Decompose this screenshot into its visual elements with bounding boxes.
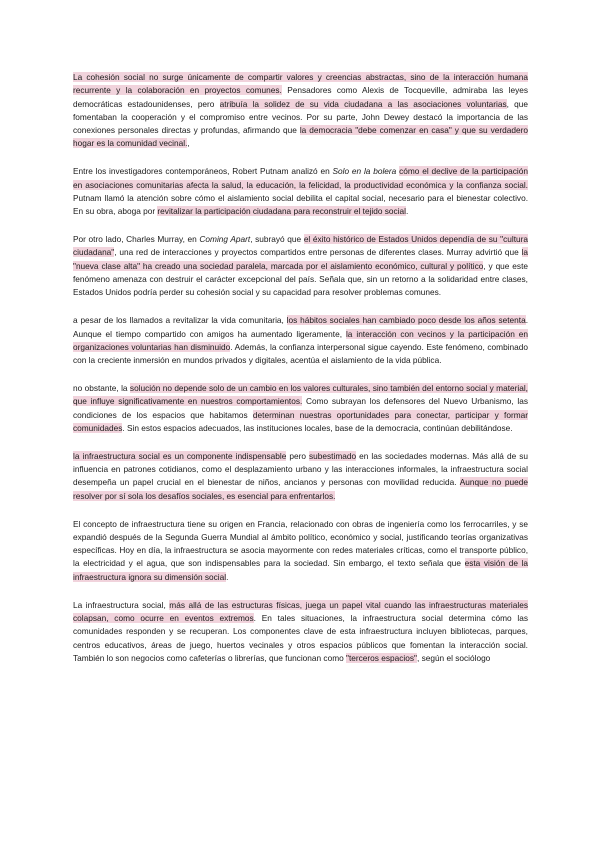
highlighted-text: revitalizar la participación ciudadana para reconstruir el tejido social	[157, 206, 406, 217]
text-span: , según el sociólogo	[416, 652, 491, 663]
text-span: . Aunque el tiempo compartido con amigos ha aumentado ligeramente,	[73, 315, 528, 339]
text-span: Como subrayan los defensores del Nuevo Urbanismo, las condiciones de los espacios que habitamos	[73, 396, 528, 420]
highlighted-text: la democracia "debe comenzar en casa" y que su verdadero hogar es la comunidad vecinal.	[73, 125, 528, 149]
text-span: , una red de interacciones y proyectos compartidos entre personas de diferentes clases. Murray advirtió que	[114, 247, 522, 258]
highlighted-text: la interacción con vecinos y la participación en organizaciones voluntarias han disminuido	[73, 328, 528, 352]
text-span: , que fomentaban la cooperación y el compromiso entre vecinos. Por su parte, John Dewey destacó la importancia de las conexiones personales directas y profundas, afirmando que	[73, 98, 528, 136]
text-span: ,	[187, 138, 190, 149]
text-span: , subrayó que	[250, 234, 304, 245]
highlighted-text: más allá de las estructuras físicas, juega un papel vital cuando las infraestructuras materiales colapsan, como ocurre en eventos extremos	[73, 599, 528, 623]
text-span: .	[226, 571, 229, 582]
highlighted-text: el éxito histórico de Estados Unidos dependía de su "cultura ciudadana"	[73, 234, 529, 258]
text-span: pero	[286, 450, 310, 461]
text-span: Pensadores como Alexis de Tocqueville, admiraba las leyes democráticas estadounidenses, pero	[73, 85, 529, 109]
paragraph-putnam	[73, 165, 528, 218]
highlighted-text: atribuía la solidez de su vida ciudadana a las asociaciones voluntarias	[219, 98, 507, 109]
text-span: no obstante, la	[73, 383, 130, 394]
italic-title: Solo en la bolera	[332, 166, 397, 177]
highlighted-text: solución no depende solo de un cambio en los valores culturales, sino también del entorno social y material, que influye significativamente en nuestros comportamientos.	[73, 383, 528, 407]
paragraph-social-infrastructure	[73, 450, 528, 503]
highlighted-text: cómo el declive de la participación en asociaciones comunitarias afecta la salud, la educación, la felicidad, la productividad económica y la confianza social.	[73, 166, 528, 190]
text-span: , y que este fenómeno amenaza con destruir el carácter excepcional del país. Señala que, sin un retorno a la solidaridad entre clases, Estados Unidos podría perder su cohesión social y su capacidad para resolver problemas comunes.	[73, 260, 528, 298]
paragraph-third-places	[73, 599, 528, 665]
italic-title: Coming Apart	[199, 234, 251, 245]
highlighted-text: los hábitos sociales han cambiado poco desde los años setenta	[286, 315, 526, 326]
text-span: La infraestructura social,	[73, 599, 170, 610]
highlighted-text: la infraestructura social es un componente indispensable	[73, 450, 287, 461]
text-span: El concepto de infraestructura tiene su origen en Francia, relacionado con obras de ingeniería como los ferrocarriles, y se expandió después de la Segunda Guerra Mundial al ámbito político, económico y social, justificando teorías organizativas específicas. Hoy en día, la infraestructura se asocia mayormente con redes materiales críticas, como el transporte público, la electricidad y el agua, que son indispensables para la sociedad. Sin embargo, el texto señala que	[73, 518, 528, 569]
highlighted-text: esta visión de la infraestructura ignora su dimensión social	[73, 558, 528, 582]
text-span: en las sociedades modernas. Más allá de su influencia en patrones cotidianos, como el desplazamiento urbano y las interacciones informales, la infraestructura social desempeña un papel crucial en el bienestar de niños, ancianos y personas con movilidad reducida.	[73, 450, 528, 488]
document-body	[73, 71, 528, 680]
text-span: Por otro lado, Charles Murray, en	[73, 234, 200, 245]
text-span: . Sin estos espacios adecuados, las instituciones locales, base de la democracia, continúan debilitándose.	[122, 422, 513, 433]
text-span: a pesar de los llamados a revitalizar la vida comunitaria,	[73, 315, 287, 326]
text-span: Putnam llamó la atención sobre cómo el aislamiento social debilita el capital social, necesario para el bienestar colectivo. En su obra, aboga por	[73, 192, 528, 217]
text-span: .	[406, 206, 409, 217]
highlighted-text: la "nueva clase alta" ha creado una sociedad paralela, marcada por el aislamiento económico, cultural y político	[73, 247, 528, 271]
paragraph-tocqueville-dewey	[73, 71, 528, 151]
highlighted-text: "terceros espacios"	[346, 652, 417, 663]
paragraph-infrastructure-origin	[73, 518, 528, 584]
paragraph-social-habits	[73, 314, 528, 367]
highlighted-text: subestimado	[309, 450, 357, 461]
paragraph-new-urbanism	[73, 382, 528, 435]
highlighted-text: Aunque no puede resolver por sí sola los desafíos sociales, es esencial para enfrentarlos.	[73, 477, 528, 501]
text-span: Entre los investigadores contemporáneos, Robert Putnam analizó en	[73, 166, 333, 177]
paragraph-murray	[73, 233, 528, 299]
text-span: . En tales situaciones, la infraestructura social determina cómo las comunidades responden y se recuperan. Los componentes clave de esta infraestructura incluyen bibliotecas, parques, centros educativos, áreas de juego, huertos vecinales y otros espacios públicos que fomentan la interacción social. También lo son negocios como cafeterías o librerías, que funcionan como	[73, 612, 528, 663]
highlighted-text: determinan nuestras oportunidades para conectar, participar y formar comunidades	[73, 409, 528, 433]
highlighted-text: La cohesión social no surge únicamente de compartir valores y creencias abstractas, sino de la interacción humana recurrente y la colaboración en proyectos comunes.	[73, 72, 528, 96]
text-span: . Además, la confianza interpersonal sigue cayendo. Este fenómeno, combinado con la creciente inmersión en mundos privados y digitales, acentúa el aislamiento de la vida pública.	[73, 341, 528, 366]
